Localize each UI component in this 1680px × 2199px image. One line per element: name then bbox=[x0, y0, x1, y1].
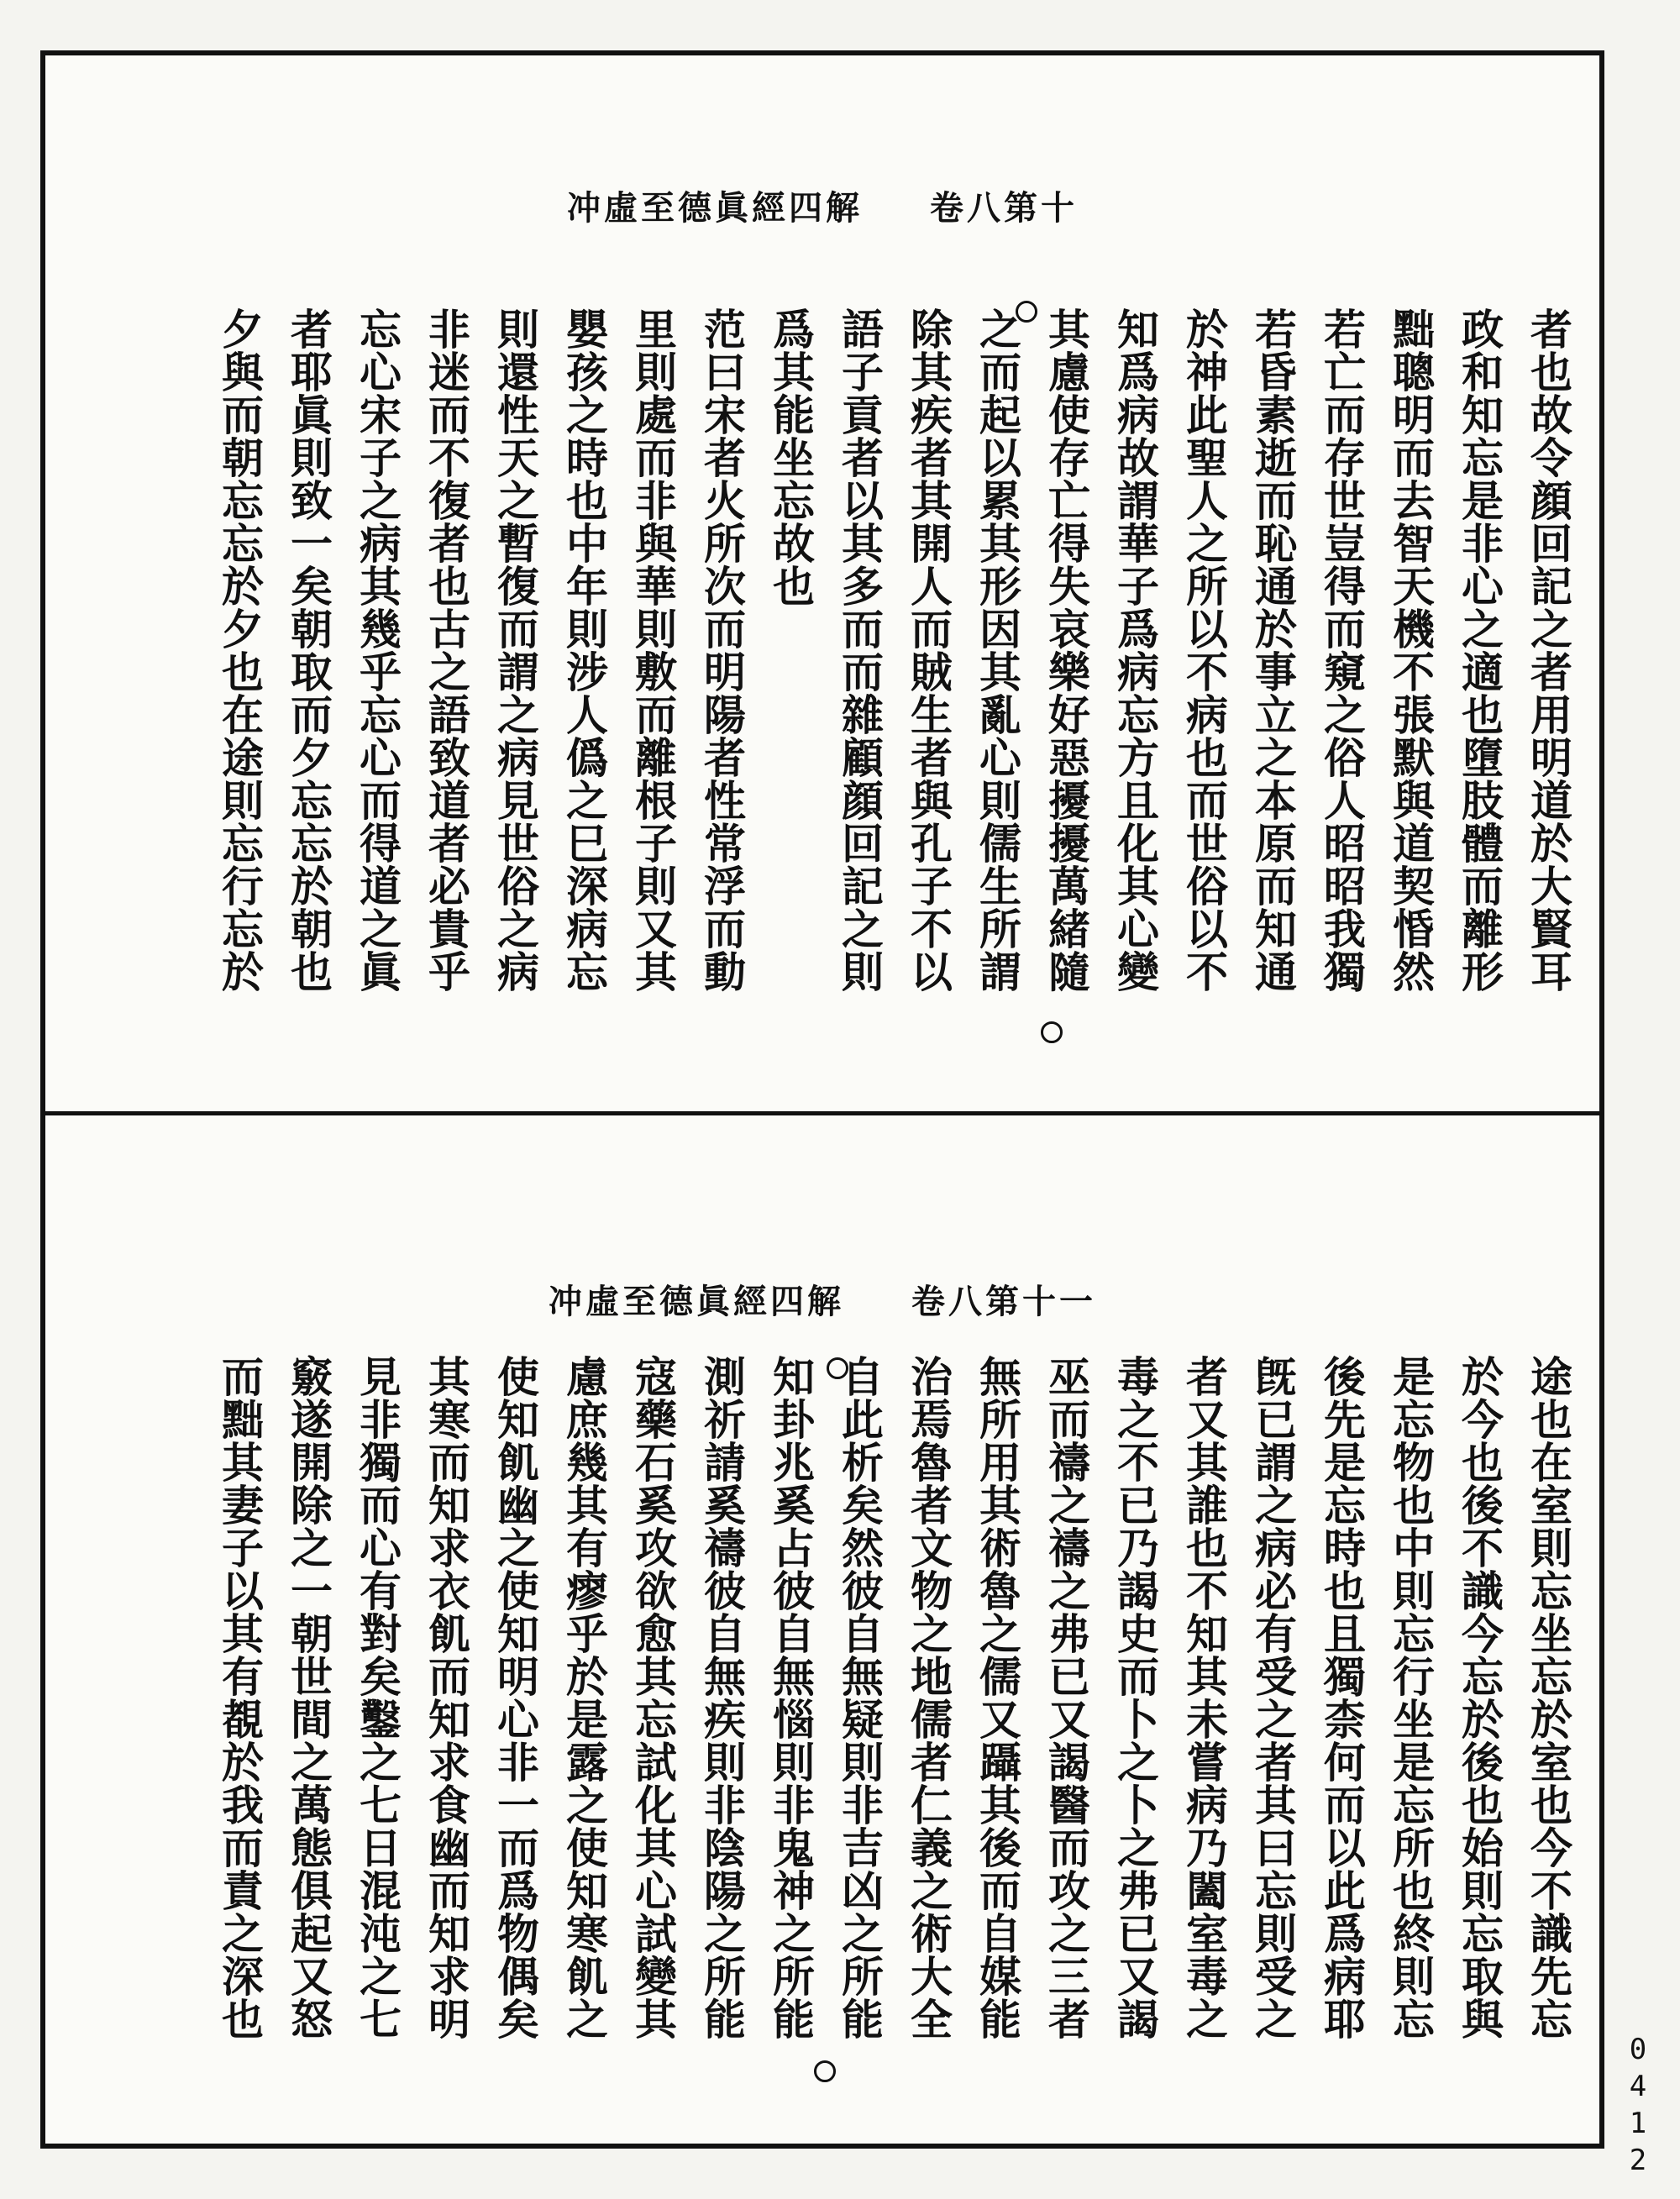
text-column: 旣已謂之病必有受之者其曰忘則受之 bbox=[1248, 1355, 1298, 2040]
text-column: 於神此聖人之所以不病也而世俗以不 bbox=[1179, 307, 1229, 993]
text-column: 使知飢幽之使知明心非一而爲物偶矣 bbox=[491, 1355, 540, 2040]
text-column: 無所用其術魯之儒又躡其後而自媒能 bbox=[973, 1355, 1022, 2040]
text-column: 途也在室則忘坐忘於室也今不識先忘 bbox=[1524, 1355, 1573, 2040]
text-column: 者耶眞則致一矣朝取而夕忘忘於朝也 bbox=[284, 307, 333, 993]
text-column: 知爲病故謂華子爲病忘方且化其心變 bbox=[1110, 307, 1160, 993]
text-column: 巫而禱之禱之弗已又謁醫而攻之三者 bbox=[1042, 1355, 1091, 2040]
text-column: 測祈請奚禱彼自無疾則非陰陽之所能 bbox=[697, 1355, 747, 2040]
text-column: 嬰孩之時也中年則涉人僞之巳深病忘 bbox=[559, 307, 609, 993]
text-column: 爲其能坐忘故也 bbox=[766, 307, 816, 607]
text-columns bbox=[205, 1355, 1583, 2132]
text-column: 語子貢者以其多而而雜顧顔回記之則 bbox=[835, 307, 885, 993]
text-column: 治焉魯者文物之地儒者仁義之術大全 bbox=[904, 1355, 953, 2040]
text-column: 慮庶幾其有瘳乎於是露之使知寒飢之 bbox=[559, 1355, 609, 2040]
text-column: 是忘物也中則忘行坐是忘所也終則忘 bbox=[1386, 1355, 1436, 2040]
page-frame bbox=[40, 50, 1604, 2149]
text-column: 之而起以累其形因其亂心則儒生所謂 bbox=[973, 307, 1022, 993]
header-volume: 卷八第十 bbox=[930, 188, 1078, 228]
page-number: 0412 bbox=[1621, 2033, 1655, 2181]
text-column: 自此析矣然彼自無疑則非吉凶之所能 bbox=[835, 1355, 885, 2040]
text-column: 者也故令顔回記之者用明道於大賢耳 bbox=[1524, 307, 1573, 993]
text-column: 若昏素逝而恥通於事立之本原而知通 bbox=[1248, 307, 1298, 993]
text-column: 寇藥石奚攻欲愈其忘試化其心試變其 bbox=[628, 1355, 678, 2040]
text-column: 若亡而存世豈得而窺之俗人昭昭我獨 bbox=[1317, 307, 1367, 993]
page-header bbox=[45, 1275, 1599, 1323]
text-column: 忘心宋子之病其幾乎忘心而得道之眞 bbox=[353, 307, 402, 993]
text-column: 黜聰明而去智天機不張默與道契惛然 bbox=[1386, 307, 1436, 993]
text-column: 其寒而知求衣飢而知求食幽而知求明 bbox=[422, 1355, 471, 2040]
page-header bbox=[45, 181, 1599, 229]
upper-half-page bbox=[45, 55, 1599, 1111]
text-column: 竅遂開除之一朝世間之萬態俱起又怒 bbox=[284, 1355, 333, 2040]
lower-half-page bbox=[45, 1115, 1599, 2144]
text-column: 後先是忘時也且獨柰何而以此爲病耶 bbox=[1317, 1355, 1367, 2040]
text-column: 則還性天之暫復而謂之病見世俗之病 bbox=[491, 307, 540, 993]
header-book-title: 冲虛至德眞經四解 bbox=[549, 1282, 844, 1321]
text-column: 毒之不已乃謁史而卜之卜之弗已又謁 bbox=[1110, 1355, 1160, 2040]
text-column: 於今也後不識今忘於後也始則忘取與 bbox=[1455, 1355, 1504, 2040]
text-column: 夕與而朝忘忘於夕也在途則忘行忘於 bbox=[215, 307, 265, 993]
text-column: 范曰宋者火所次而明陽者性常浮而動 bbox=[697, 307, 747, 993]
text-columns bbox=[205, 307, 1583, 1089]
text-column: 知卦兆奚占彼自無惱則非鬼神之所能 bbox=[766, 1355, 816, 2040]
text-column: 除其疾者其開人而賊生者與孔子不以 bbox=[904, 307, 953, 993]
text-column: 而黜其妻子以其有覩於我而責之深也 bbox=[215, 1355, 265, 2040]
text-column: 其慮使存亡得失哀樂好惡擾擾萬緒隨 bbox=[1042, 307, 1091, 993]
text-column: 者又其誰也不知其未嘗病乃闔室毒之 bbox=[1179, 1355, 1229, 2040]
text-column: 見非獨而心有對矣鑿之七日混沌之七 bbox=[353, 1355, 402, 2040]
header-volume: 卷八第十一 bbox=[911, 1282, 1096, 1321]
text-column: 里則處而非與華則敷而離根子則又其 bbox=[628, 307, 678, 993]
text-column: 非迷而不復者也古之語致道者必貴乎 bbox=[422, 307, 471, 993]
text-column: 政和知忘是非心之適也墮肢體而離形 bbox=[1455, 307, 1504, 993]
header-book-title: 冲虛至德眞經四解 bbox=[567, 188, 863, 228]
